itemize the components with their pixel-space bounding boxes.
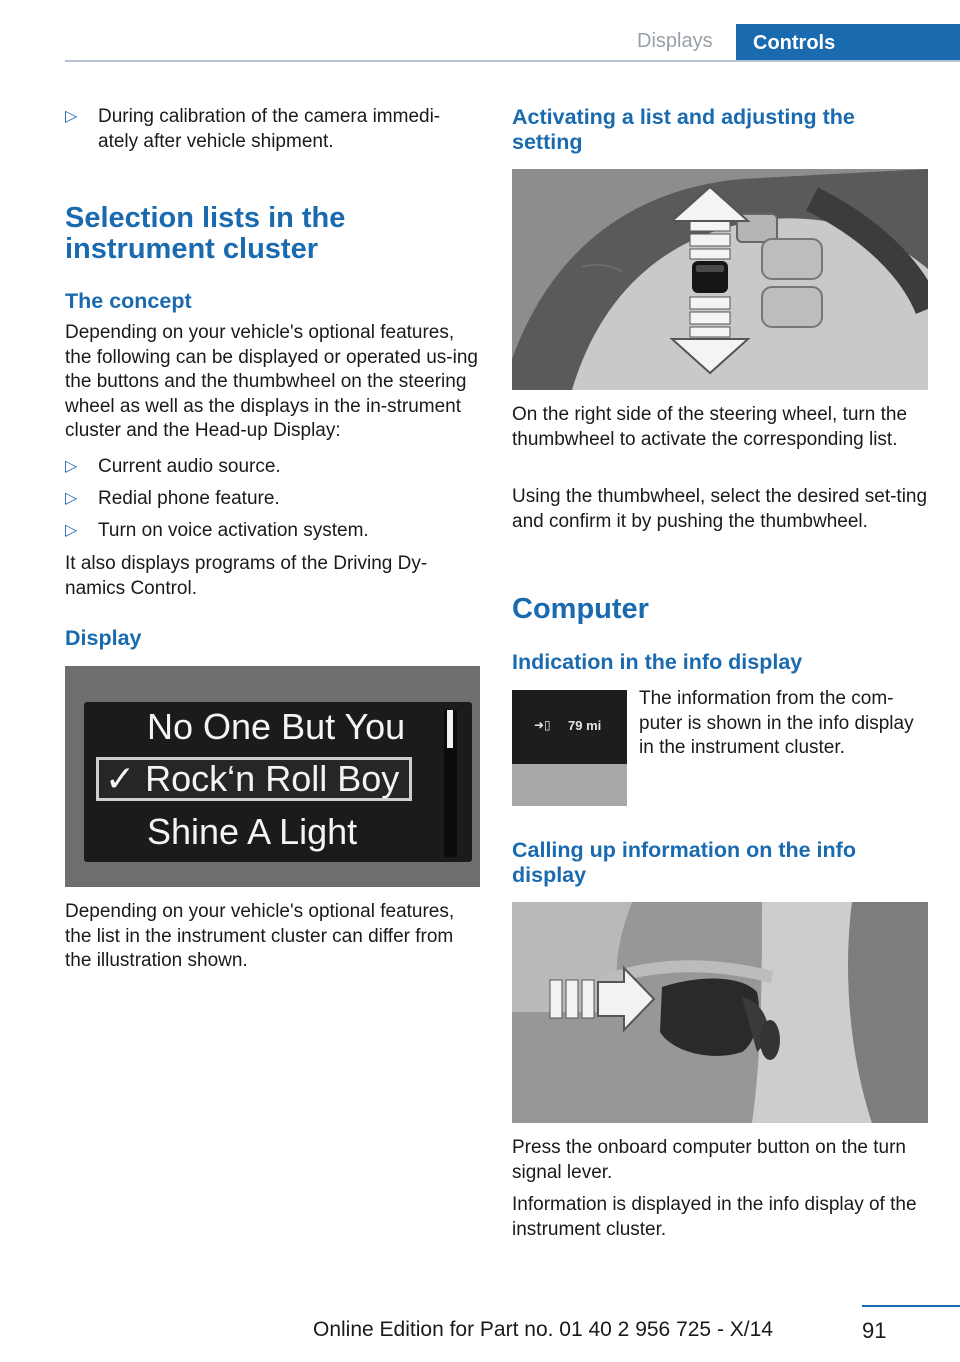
heading-the-concept: The concept — [65, 289, 192, 313]
triangle-bullet-icon: ▷ — [65, 458, 78, 475]
list-item-selected: ✓ Rock‘n Roll Boy — [105, 758, 400, 799]
paragraph-information-displayed: Information is displayed in the info display of the instrument cluster. — [512, 1194, 917, 1240]
paragraph-using-thumbwheel: Using the thumbwheel, select the desired set-ting and confirm it by pushing the thumbwheel. — [512, 486, 928, 532]
footer-edition: Online Edition for Part no. 01 40 2 956 725 - X/14 — [313, 1318, 773, 1341]
paragraph-concept: Depending on your vehicle's optional features, the following can be displayed or operated us-ing the buttons and the thumbwheel on the steering wheel as well as the displays in the in-strument cluster and the Head-up Display: — [65, 322, 478, 441]
paragraph-driving-dynamics: It also displays programs of the Driving Dy-namics Control. — [65, 553, 428, 599]
info-display-figure — [512, 690, 627, 806]
heading-activating-list: Activating a list and adjusting the setting — [512, 105, 855, 154]
list-item: Shine A Light — [147, 811, 358, 852]
range-value: 79 mi — [568, 718, 602, 733]
paragraph-info-display: The information from the com-puter is shown in the info display in the instrument cluster. — [639, 688, 914, 758]
heading-computer: Computer — [512, 593, 649, 625]
header-section: Displays — [637, 30, 713, 52]
heading-selection-lists: Selection lists in the instrument cluster — [65, 202, 346, 265]
bullet-calibration: ▷ During calibration of the camera immedi- ately after vehicle shipment. — [65, 106, 441, 152]
header-chapter: Controls — [736, 24, 960, 62]
heading-calling-up: Calling up information on the info display — [512, 838, 856, 887]
triangle-bullet-icon: ▷ — [65, 108, 78, 125]
page-number: 91 — [862, 1318, 887, 1343]
paragraph-list-differ: Depending on your vehicle's optional features, the list in the instrument cluster can differ from the illustration shown. — [65, 901, 455, 971]
paragraph-right-side: On the right side of the steering wheel, turn the thumbwheel to activate the corresponding list. — [512, 404, 908, 450]
heading-display: Display — [65, 626, 142, 650]
steering-wheel-figure — [512, 169, 928, 390]
display-list-figure — [65, 666, 480, 887]
turn-signal-illustration — [512, 902, 928, 1123]
footer-rule — [862, 1305, 960, 1307]
heading-indication: Indication in the info display — [512, 650, 803, 674]
list-item: No One But You — [147, 706, 406, 747]
paragraph-press-button: Press the onboard computer button on the turn signal lever. — [512, 1137, 906, 1183]
turn-signal-figure — [512, 902, 928, 1123]
bullet-voice-activation: ▷ Turn on voice activation system. — [65, 519, 480, 544]
steering-wheel-illustration — [512, 169, 928, 390]
header-rule — [65, 60, 960, 62]
scrollbar-thumb — [447, 710, 453, 748]
range-fuel-icon: ➜▯ — [534, 718, 551, 732]
bullet-redial: ▷ Redial phone feature. — [65, 487, 480, 512]
bullet-audio-source: ▷ Current audio source. — [65, 455, 480, 480]
triangle-bullet-icon: ▷ — [65, 490, 78, 507]
triangle-bullet-icon: ▷ — [65, 522, 78, 539]
